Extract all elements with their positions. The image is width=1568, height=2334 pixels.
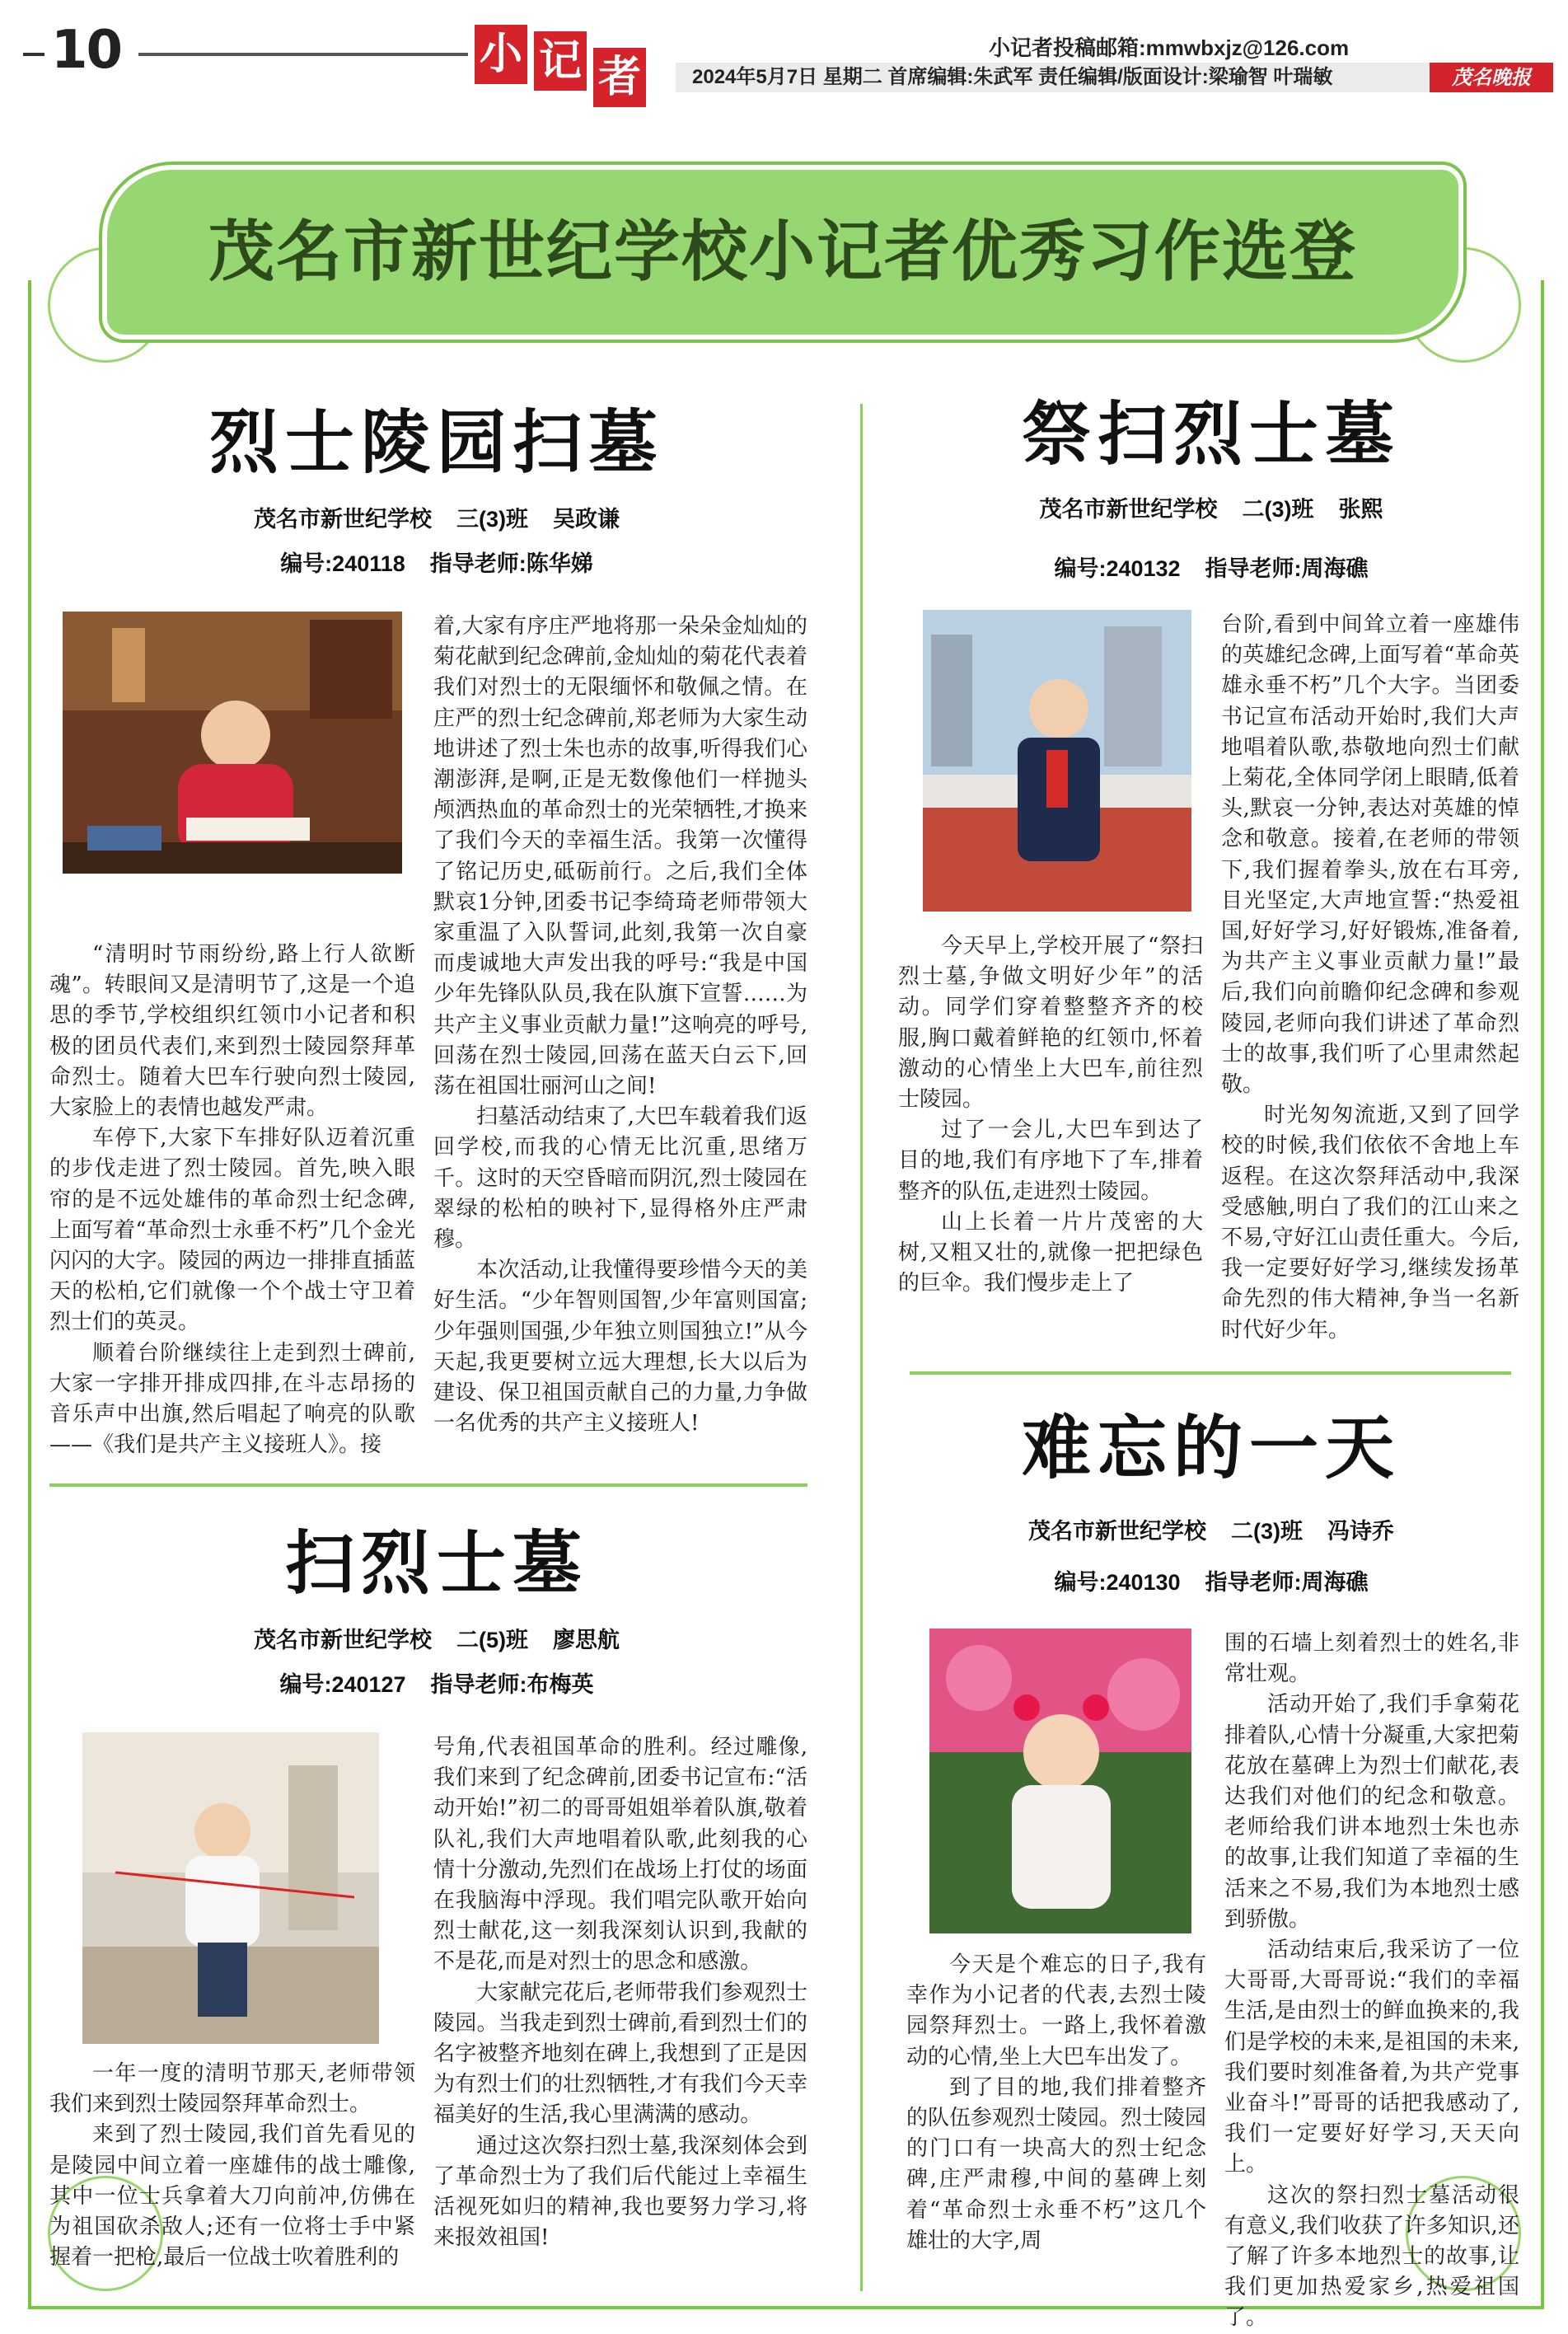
article-code: 编号:240118 指导老师:陈华娣 — [280, 551, 593, 576]
feature-title: 茂名市新世纪学校小记者优秀习作选登 — [208, 213, 1357, 290]
article-worship-martyrs — [898, 379, 1524, 1352]
boy-with-microphone-photo — [923, 610, 1191, 912]
article-body-col2 — [1224, 1629, 1519, 2331]
paragraph: 这次的祭扫烈士墓活动很有意义,我们收获了许多知识,还了解了许多本地烈士的故事,让我们更加热爱家乡,热爱祖国了。 — [1224, 2182, 1519, 2331]
article-byline: 茂名市新世纪学校 二(5)班 廖思航 — [253, 1628, 620, 1652]
section-logo-char: 者 — [593, 48, 646, 107]
article-code: 编号:240132 指导老师:周海礁 — [1054, 556, 1369, 581]
article-body-col2 — [433, 1732, 807, 2285]
paragraph: 来到了烈士陵园,我们首先看见的是陵园中间立着一座雄伟的战士雕像,其中一位士兵拿着大刀向前冲,仿佛在为祖国砍杀敌人;还有一位将士手中紧握着一把枪,最后一位战士吹着胜利的 — [49, 2122, 415, 2271]
article-body-col1 — [49, 940, 415, 1458]
paragraph: 时光匆匆流逝,又到了回学校的时候,我们依依不舍地上车返程。在这次祭拜活动中,我深受感触,明白了我们的江山来之不易,守好江山责任重大。今后,我一定要好好学习,继续发扬革命先烈的伟大精神,争当一名新时代好少年。 — [1221, 1103, 1519, 1343]
section-logo-char: 记 — [534, 31, 587, 91]
paragraph: 本次活动,让我懂得要珍惜今天的美好生活。“少年智则国智,少年富则国富;少年强则国强,少年独立则国独立!”从今天起,我更要树立远大理想,长大以后为建设、保卫祖国贡献自己的力量,力争做一名优秀的共产主义接班人! — [433, 1258, 807, 1436]
newspaper-name-badge: 茂名晚报 — [1430, 63, 1553, 92]
paragraph: 顺着台阶继续往上走到烈士碑前,大家一字排开排成四排,在斗志昂扬的音乐声中出旗,然后唱起了响亮的队歌——《我们是共产主义接班人》。接 — [49, 1340, 415, 1458]
issue-info: 2024年5月7日 星期二 首席编辑:朱武军 责任编辑/版面设计:梁瑜智 叶瑞敏 — [676, 63, 1541, 92]
page-number-dash — [23, 53, 44, 56]
paragraph: 着,大家有序庄严地将那一朵朵金灿灿的菊花献到纪念碑前,金灿灿的菊花代表着我们对烈士的无限缅怀和敬佩之情。在庄严的烈士纪念碑前,郑老师为大家生动地讲述了烈士朱也赤的故事,听得我们心潮澎湃,是啊,正是无数像他们一样抛头颅洒热血的革命烈士的光荣牺牲,才换来了我们今天的幸福生活。我第一次懂得了铭记历史,砥砺前行。之后,我们全体默哀1分钟,团委书记李绮琦老师带领大家重温了入队誓词,此刻,我第一次自豪而虔诚地大声发出我的呼号:“我是中国少年先锋队队员,我在队旗下宣誓……为共产主义事业贡献力量!”这响亮的呼号,回荡在烈士陵园,回荡在蓝天白云下,回荡在祖国壮丽河山之间! — [433, 614, 807, 1099]
paragraph: 活动开始了,我们手拿菊花排着队,心情十分凝重,大家把菊花放在墓碑上为烈士们献花,表达我们对他们的纪念和敬意。老师给我们讲本地烈士朱也赤的故事,让我们知道了幸福的生活来之不易,我们为本地烈士感到骄傲。 — [1224, 1692, 1519, 1932]
paragraph: 到了目的地,我们排着整齐的队伍参观烈士陵园。烈士陵园的门口有一块高大的烈士纪念碑,庄严肃穆,中间的墓碑上刻着“革命烈士永垂不朽”这几个雄壮的大字,周 — [906, 2074, 1207, 2253]
article-byline: 茂名市新世纪学校 二(3)班 冯诗乔 — [1027, 1519, 1394, 1544]
article-code: 编号:240130 指导老师:周海礁 — [1054, 1570, 1369, 1595]
paragraph: 车停下,大家下车排好队迈着沉重的步伐走进了烈士陵园。首先,映入眼帘的是不远处雄伟的革命烈士纪念碑,上面写着“革命烈士永垂不朽”几个金光闪闪的大字。陵园的两边一排排直插蓝天的松柏,它们就像一个个战士守卫着烈士们的英灵。 — [49, 1126, 415, 1335]
submission-email: 小记者投稿邮箱:mmwbxjz@126.com — [989, 35, 1350, 60]
paragraph: “清明时节雨纷纷,路上行人欲断魂”。转眼间又是清明节了,这是一个追思的季节,学校组织红领巾小记者和积极的团员代表们,来到烈士陵园祭拜革命烈士。随着大巴车行驶向烈士陵园,大家脸上的表情也越发严肃。 — [49, 942, 415, 1121]
article-byline: 茂名市新世纪学校 二(3)班 张熙 — [1039, 497, 1383, 522]
article-body-col2 — [1221, 610, 1519, 1343]
paragraph: 活动结束后,我采访了一位大哥哥,大哥哥说:“我们的幸福生活,是由烈士的鲜血换来的,我们是学校的未来,是祖国的未来,我们要时刻准备着,为共产党事业奋斗!”哥哥的话把我感动了,我们一定要好好学习,天天向上。 — [1224, 1938, 1519, 2177]
paragraph: 号角,代表祖国革命的胜利。经过雕像,我们来到了纪念碑前,团委书记宣布:“活动开始!”初二的哥哥姐姐举着队旗,敬着队礼,我们大声地唱着队歌,此刻我的心情十分激动,先烈们在战场上打仗的场面在我脑海中浮现。我们唱完队歌开始向烈士献花,这一刻我深刻认识到,我献的不是花,而是对烈士的思念和感激。 — [433, 1735, 807, 1975]
page-number: 10 — [51, 20, 122, 81]
article-byline: 茂名市新世纪学校 三(3)班 吴政谦 — [253, 507, 620, 532]
article-martyrs-cemetery — [49, 379, 824, 1458]
article-body-col1 — [898, 931, 1203, 1296]
paragraph: 通过这次祭扫烈士墓,我深刻体会到了革命烈士为了我们后代能过上幸福生活视死如归的精神,我也要努力学习,将来报效祖国! — [433, 2133, 807, 2251]
girl-with-flowers-photo — [929, 1629, 1191, 1933]
paragraph: 围的石墙上刻着烈士的姓名,非常壮观。 — [1224, 1631, 1519, 1687]
article-unforgettable-day — [898, 1393, 1524, 2331]
paragraph: 大家献完花后,老师带我们参观烈士陵园。当我走到烈士碑前,看到烈士们的名字被整齐地刻在碑上,我想到了正是因为有烈士们的壮烈牺牲,才有我们今天幸福美好的生活,我心里满满的感动。 — [433, 1980, 807, 2128]
column-divider — [860, 404, 863, 2291]
article-body-col2 — [433, 612, 807, 1442]
section-logo-char: 小 — [475, 25, 527, 84]
article-code: 编号:240127 指导老师:布梅英 — [279, 1672, 594, 1697]
section-logo — [468, 25, 674, 107]
paragraph: 过了一会儿,大巴车到达了目的地,我们有序地下了车,排着整齐的队伍,走进烈士陵园。 — [898, 1118, 1203, 1204]
article-divider — [910, 1371, 1511, 1375]
article-title: 扫烈士墓 — [284, 1523, 588, 1604]
paragraph: 今天早上,学校开展了“祭扫烈士墓,争做文明好少年”的活动。同学们穿着整整齐齐的校服,胸口戴着鲜艳的红领巾,怀着激动的心情坐上大巴车,前往烈士陵园。 — [898, 934, 1203, 1113]
paragraph: 山上长着一片片茂密的大树,又粗又壮的,就像一把把绿色的巨伞。我们慢步走上了 — [898, 1209, 1203, 1296]
boy-jump-rope-photo — [82, 1732, 379, 2044]
article-title: 烈士陵园扫墓 — [208, 402, 664, 483]
paragraph: 今天是个难忘的日子,我有幸作为小记者的代表,去烈士陵园祭拜烈士。一路上,我怀着激动的心情,坐上大巴车出发了。 — [906, 1952, 1206, 2069]
paragraph: 台阶,看到中间耸立着一座雄伟的英雄纪念碑,上面写着“革命英雄永垂不朽”几个大字。当团委书记宣布活动开始时,我们大声地唱着队歌,恭敬地向烈士们献上菊花,全体同学闭上眼睛,低着头,默哀一分钟,表达对英雄的悼念和敬意。接着,在老师的带领下,我们握着拳头,放在右耳旁,目光坚定,大声地宣誓:“热爱祖国,好好学习,好好锻炼,准备着,为共产主义事业贡献力量!”最后,我们向前瞻仰纪念碑和参观陵园,老师向我们讲述了革命烈士的故事,我们听了心里肃然起敬。 — [1221, 612, 1519, 1098]
article-divider — [49, 1483, 807, 1487]
paragraph: 一年一度的清明节那天,老师带领我们来到烈士陵园祭拜革命烈士。 — [49, 2061, 415, 2117]
paragraph: 扫墓活动结束了,大巴车载着我们返回学校,而我的心情无比沉重,思绪万千。这时的天空昏暗而阴沉,烈士陵园在翠绿的松柏的映衬下,显得格外庄严肃穆。 — [433, 1104, 807, 1253]
article-title: 祭扫烈士墓 — [1021, 394, 1401, 475]
feature-banner — [107, 170, 1458, 335]
header-rule — [138, 53, 468, 56]
boy-reading-photo — [63, 612, 402, 874]
article-body-col1 — [906, 1950, 1206, 2280]
article-body-col1 — [49, 2059, 415, 2285]
article-title: 难忘的一天 — [1021, 1408, 1401, 1488]
article-sweep-tombs — [49, 1500, 824, 2291]
